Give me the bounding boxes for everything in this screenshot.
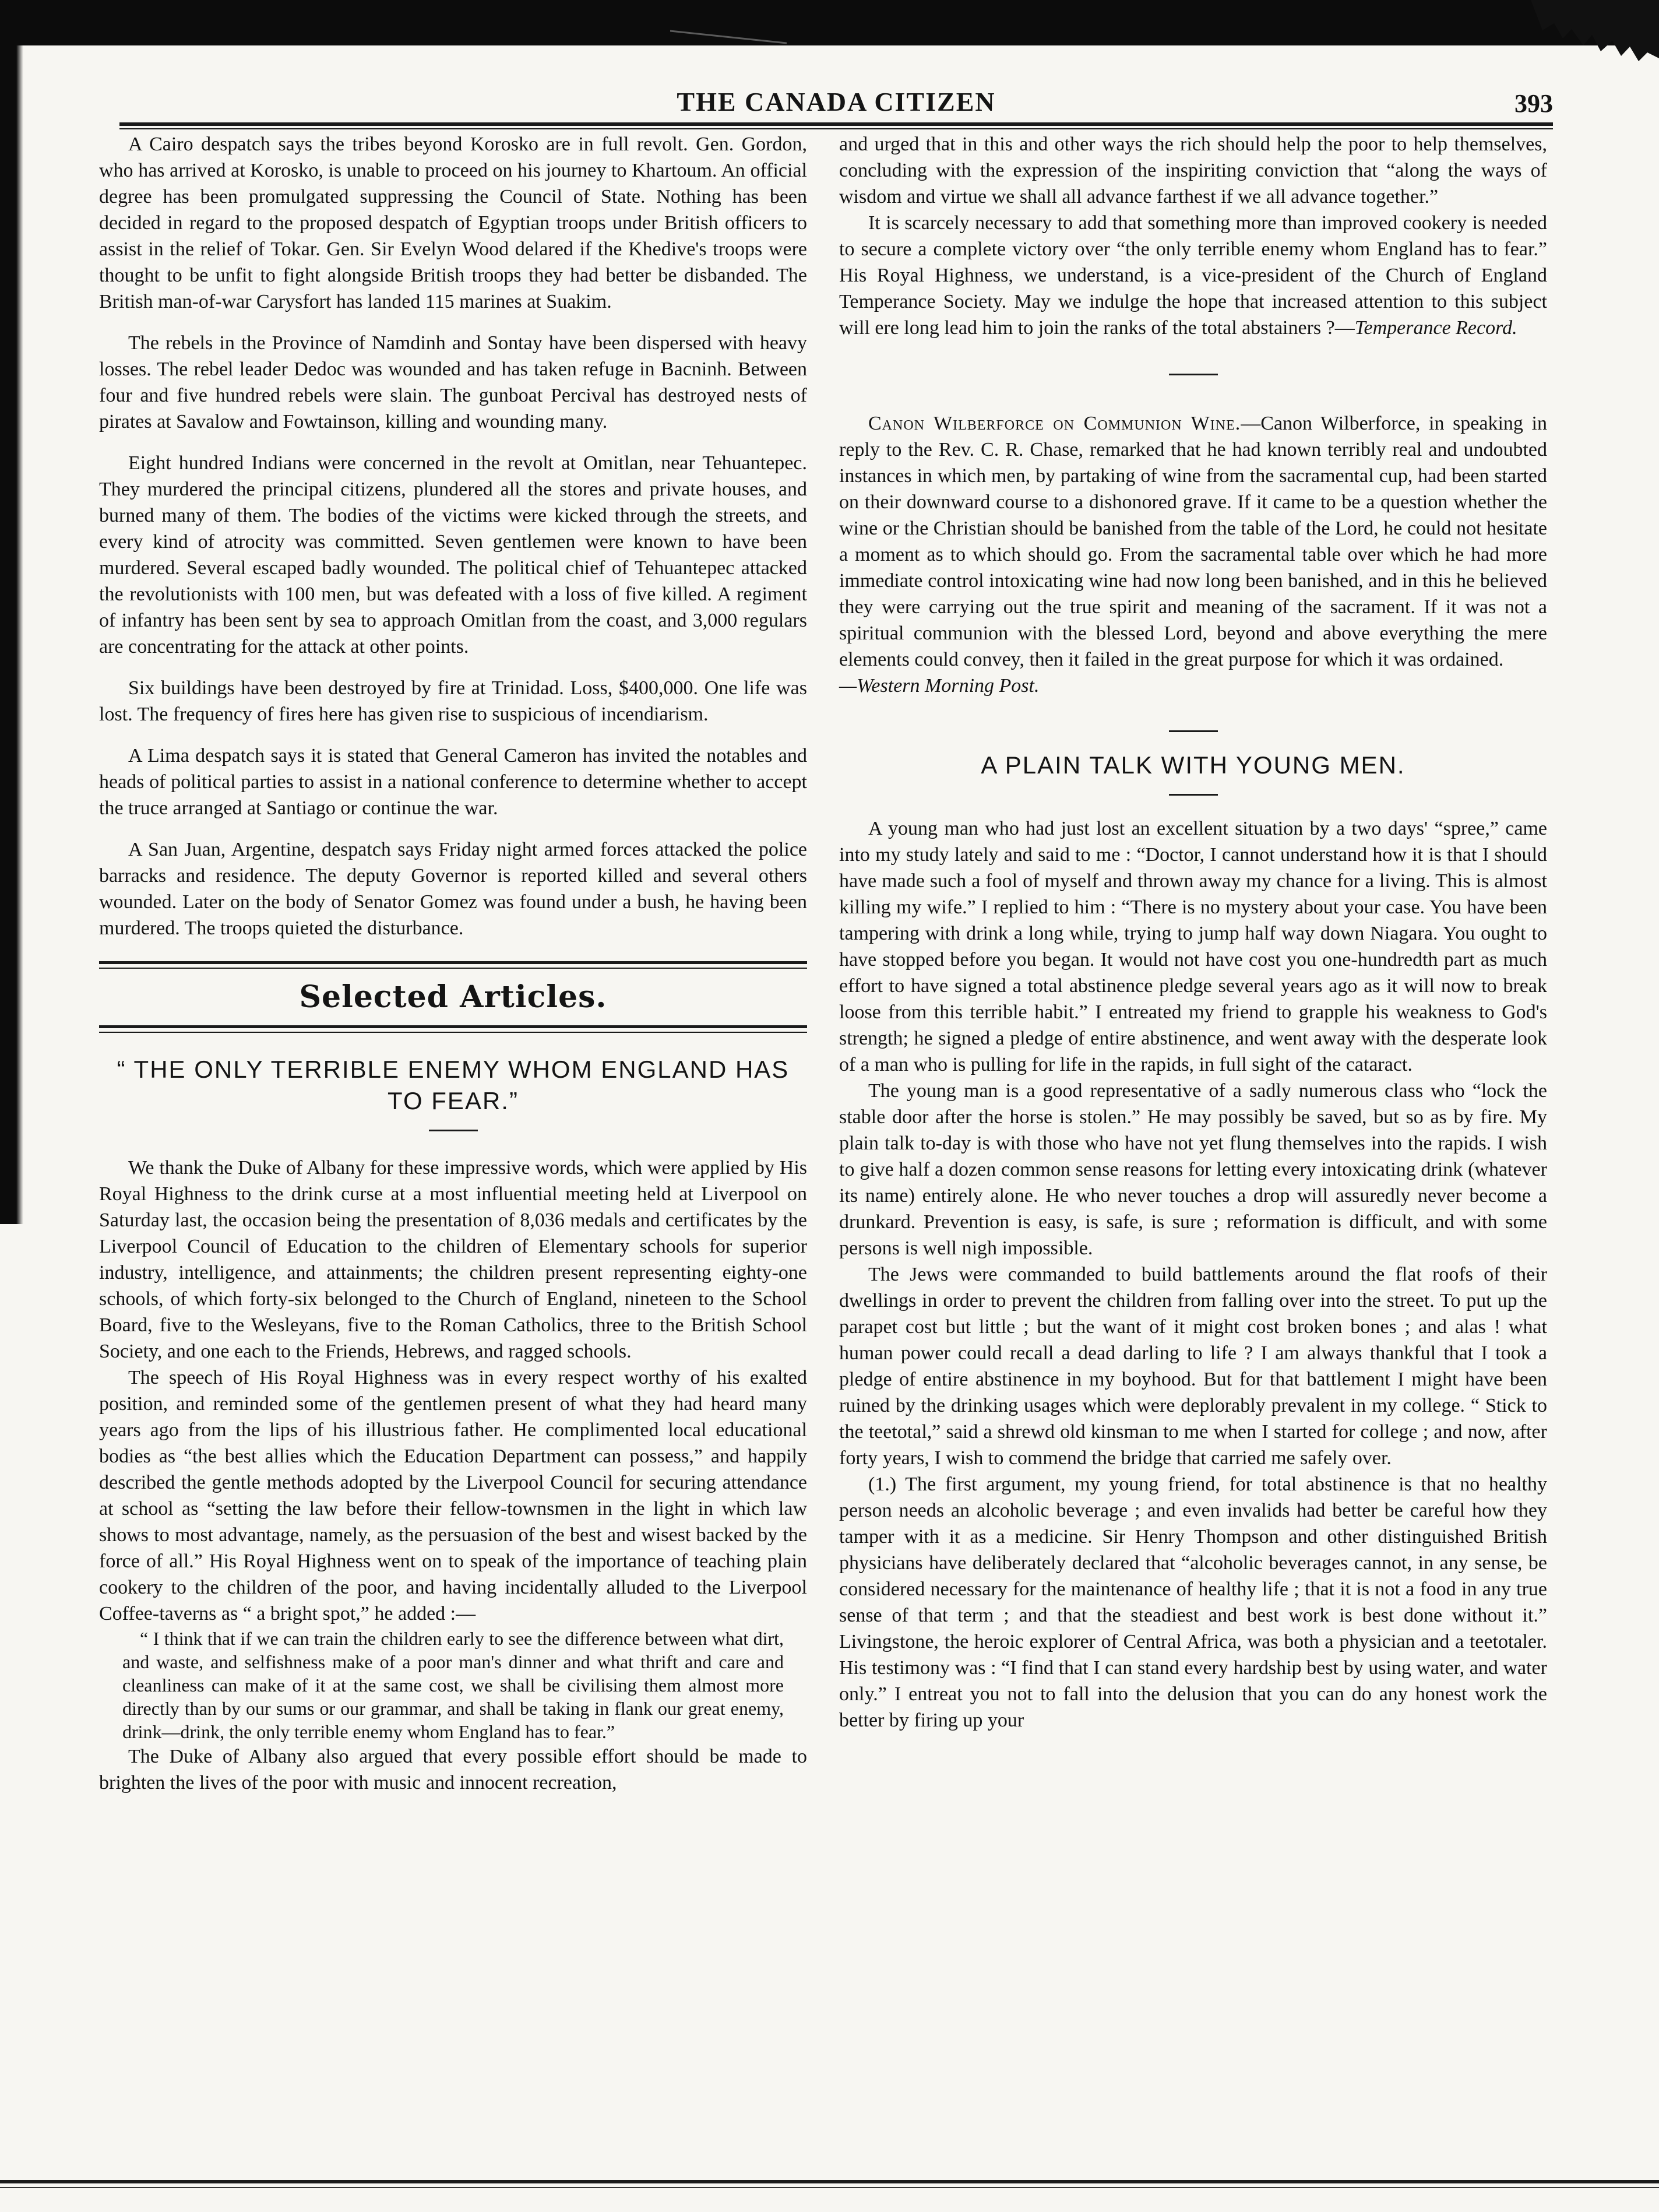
header-rule-thin — [119, 128, 1553, 129]
page-bottom-rule-thin — [0, 2187, 1659, 2188]
news-item: Eight hundred Indians were concerned in the revolt at Omitlan, near Tehuantepec. They murdered the principal citizens, plundered all the stores and private houses, and burned many of them. The bodies of the victims were kicked through the streets, and every kind of atrocity was committed. Seven gentlemen were known to have been murdered. Several escaped badly wounded. The political chief of Tehuantepec attacked the revolutionists with 100 men, but was defeated with a loss of five killed. A regiment of infantry has been sent by sea to approach Omitlan from the coast, and 3,000 regulars are concentrating for the attack at other points. — [99, 452, 807, 657]
continuation-text: It is scarcely necessary to add that something more than improved cookery is needed to secure a complete victory over “the only terrible enemy whom England has to fear.” His Royal Highness, we understand, is a vice-president of the Church of England Temperance Society. May we indulge the hope that increased attention to this subject will ere long lead him to join the ranks of the total abstainers ?— — [839, 212, 1547, 339]
news-item: A Lima despatch says it is stated that General Cameron has invited the notables and heads of political parties to assist in a national conference to determine whether to accept the truce arranged at Santiago or continue the war. — [99, 745, 807, 819]
page-bottom-rule — [0, 2180, 1659, 2183]
article-plain-talk — [839, 750, 1547, 1733]
left-column — [99, 131, 807, 1796]
divider — [1169, 374, 1218, 375]
selected-articles-block — [99, 961, 807, 1033]
article-wilberforce — [839, 410, 1547, 699]
title-divider — [429, 1130, 478, 1131]
news-item: Six buildings have been destroyed by fire at Trinidad. Loss, $400,000. One life was lost. The frequency of fires here has given rise to suspicious of incendiarism. — [99, 677, 807, 725]
article-paragraph: We thank the Duke of Albany for these impressive words, which were applied by His Royal Highness to the drink curse at a most influential meeting held at Liverpool on Saturday last, the occasion being the presentation of 8,036 medals and certificates by the Liverpool Council of Education to the children of Elementary schools for superior industry, intelligence, and attainments; the children present representing eighty-one schools, of which forty-six belonged to the Church of England, nineteen to the School Board, five to the Wesleyans, five to the Roman Catholics, three to the British School Society, and one each to the Friends, Hebrews, and ragged schools. — [99, 1157, 807, 1362]
newspaper-title: THE CANADA CITIZEN — [677, 87, 996, 117]
block-quote: “ I think that if we can train the children early to see the difference between what dirt, and waste, and selfishness make of a poor man's dinner and what thrift and care and cleanliness can make of it at the same cost, we shall be civilising them almost more directly than by our sums or our grammar, and shall be taking in flank our great enemy, drink—drink, the only terrible enemy whom England has to fear.” — [122, 1628, 784, 1742]
page-number: 393 — [1514, 89, 1553, 118]
section-rule-bottom — [99, 1025, 807, 1033]
scan-border-left — [0, 0, 23, 1224]
article-paragraph: The Duke of Albany also argued that every possible effort should be made to brighten the lives of the poor with music and innocent recreation, — [99, 1746, 807, 1793]
article-paragraph: The speech of His Royal Highness was in every respect worthy of his exalted position, and reminded some of the gentlemen present of what they had heard many years ago from the lips of his illustrious father. He complimented local educational bodies as “the best allies which the Education Department can possess,” and happily described the gentle methods adopted by the Liverpool Council for securing attendance at school as “setting the law before their fellow-townsmen in the light in which law shows to most advantage, namely, as the persuasion of the best and wisest backed by the force of all.” His Royal Highness went on to speak of the importance of teaching plain cookery to the children of the poor, and having incidentally alluded to the Liverpool Coffee-taverns as “ a bright spot,” he added :— — [99, 1367, 807, 1624]
article-paragraph: A young man who had just lost an excellent situation by a two days' “spree,” came into my study lately and said to me : “Doctor, I cannot understand how it is that I should have made such a fool of myself and thrown away my chance for a living. This is almost killing my wife.” I replied to him : “There is no mystery about your case. You have been tampering with drink a long while, trying to jump half way down Niagara. You ought to have stopped before you began. It would not have cost you one-hundredth part as much effort to have signed a total abstinence pledge several years ago as it will now to break loose from this terrible habit.” I entreated my friend to grapple his weakness to God's strength; he signed a pledge of entire abstinence, and went away with the desperate look of a man who is pulling for life in the rapids, in full sight of the cataract. — [839, 818, 1547, 1075]
scan-border-top — [0, 0, 1659, 45]
right-column — [839, 131, 1547, 1733]
source-credit: —Western Morning Post. — [839, 675, 1040, 697]
article-paragraph: The young man is a good representative of a sadly numerous class who “lock the stable door after the horse is stolen.” He may possibly be saved, but so as by fire. My plain talk to-day is with those who have not yet flung themselves into the rapids. I wish to give half a dozen common sense reasons for letting every intoxicating drink (whatever its name) entirely alone. He who never touches a drop will assuredly never become a drunkard. Prevention is easy, is safe, is sure ; reformation is difficult, and with some persons is well nigh impossible. — [839, 1080, 1547, 1259]
article-only-terrible-enemy — [99, 1054, 807, 1796]
article-paragraph: The Jews were commanded to build battlements around the flat roofs of their dwellings in order to prevent the children from falling over into the street. To put up the parapet cost but little ; but the want of it might cost broken bones ; and alas ! what human power could recall a dead darling to life ? I am always thankful that I took a pledge of entire abstinence in my boyhood. But for that battlement I might have been ruined by the drinking usages which were deplorably prevalent in my college. “ Stick to the teetotal,” said a shrewd old kinsman to me when I started for college ; and now, after forty years, I wish to commend the bridge that carried me safely over. — [839, 1264, 1547, 1469]
source-credit: Temperance Record. — [1354, 317, 1517, 339]
news-item: The rebels in the Province of Namdinh and Sontay have been dispersed with heavy losses. The rebel leader Dedoc was wounded and has taken refuge in Bacninh. Between four and five hundred rebels were slain. The gunboat Percival has destroyed nests of pirates at Savalow and Fowtainson, killing and wounding many. — [99, 332, 807, 432]
article-title: A PLAIN TALK WITH YOUNG MEN. — [981, 751, 1406, 779]
divider — [1169, 730, 1218, 732]
section-rule-top — [99, 961, 807, 969]
continuation-paragraph — [839, 210, 1547, 341]
wilberforce-text: —Canon Wilberforce, in speaking in reply to the Rev. C. R. Chase, remarked that he had known terribly real and undoubted instances in which men, by partaking of wine from the sacramental cup, had been started on their downward course to a dishonored grave. If it came to be a question whether the wine or the Christian should be banished from the table of the Lord, he could not hesitate a moment as to which should go. From the sacramental table over which he had more immediate control intoxicating wine had now long been banished, and in this he believed they were carrying out the true spirit and meaning of the sacrament. If it was not a spiritual communion with the blessed Lord, beyond and above everything the mere elements could convey, then it failed in the great purpose for which it was ordained. — [839, 413, 1547, 670]
news-items — [99, 131, 807, 941]
news-item: A San Juan, Argentine, despatch says Friday night armed forces attacked the police barracks and residence. The deputy Governor is reported killed and several others wounded. Later on the body of Senator Gomez was found under a bush, he having been murdered. The troops quieted the disturbance. — [99, 839, 807, 939]
article-paragraph: (1.) The first argument, my young friend, for total abstinence is that no healthy person needs an alcoholic beverage ; and even invalids had better be careful how they tamper with it as a medicine. Sir Henry Thompson and other distinguished British physicians have deliberately declared that “alcoholic beverages cannot, in any sense, be considered necessary for the maintenance of healthy life ; that it is not a food in any true sense of that term ; and that the steadiest and best work is best done without it.” Livingstone, the heroic explorer of Central Africa, was both a physician and a teetotaler. His testimony was : “I find that I can stand every hardship best by using water, and water only.” I entreat you not to fall into the delusion that you can do any honest work the better by firing up your — [839, 1474, 1547, 1731]
torn-corner-mark — [1513, 0, 1659, 64]
wilberforce-paragraph — [839, 410, 1547, 673]
article-continuation — [839, 131, 1547, 341]
article-title: “ THE ONLY TERRIBLE ENEMY WHOM ENGLAND HAS TO FEAR.” — [117, 1056, 790, 1114]
news-item: A Cairo despatch says the tribes beyond Korosko are in full revolt. Gen. Gordon, who has arrived at Korosko, is unable to proceed on his journey to Khartoum. An official degree has been promulgated suppressing the Council of State. Nothing has been decided in regard to the proposed despatch of Egyptian troops under British officers to assist in the relief of Tokar. Gen. Sir Evelyn Wood delared if the Khedive's troops were thought to be unfit to fight alongside British troops they had better be disbanded. The British man-of-war Carysfort has landed 115 marines at Suakim. — [99, 133, 807, 312]
page-header — [119, 86, 1553, 121]
wilberforce-heading: Canon Wilberforce on Communion Wine. — [868, 413, 1241, 434]
header-rule — [119, 122, 1553, 126]
continuation-paragraph: and urged that in this and other ways the rich should help the poor to help themselves, concluding with the expression of the inspiriting conviction that “along the ways of wisdom and virtue we shall all advance farthest if we all advance together.” — [839, 133, 1547, 208]
title-divider — [1169, 794, 1218, 796]
section-heading: Selected Articles. — [299, 979, 607, 1015]
